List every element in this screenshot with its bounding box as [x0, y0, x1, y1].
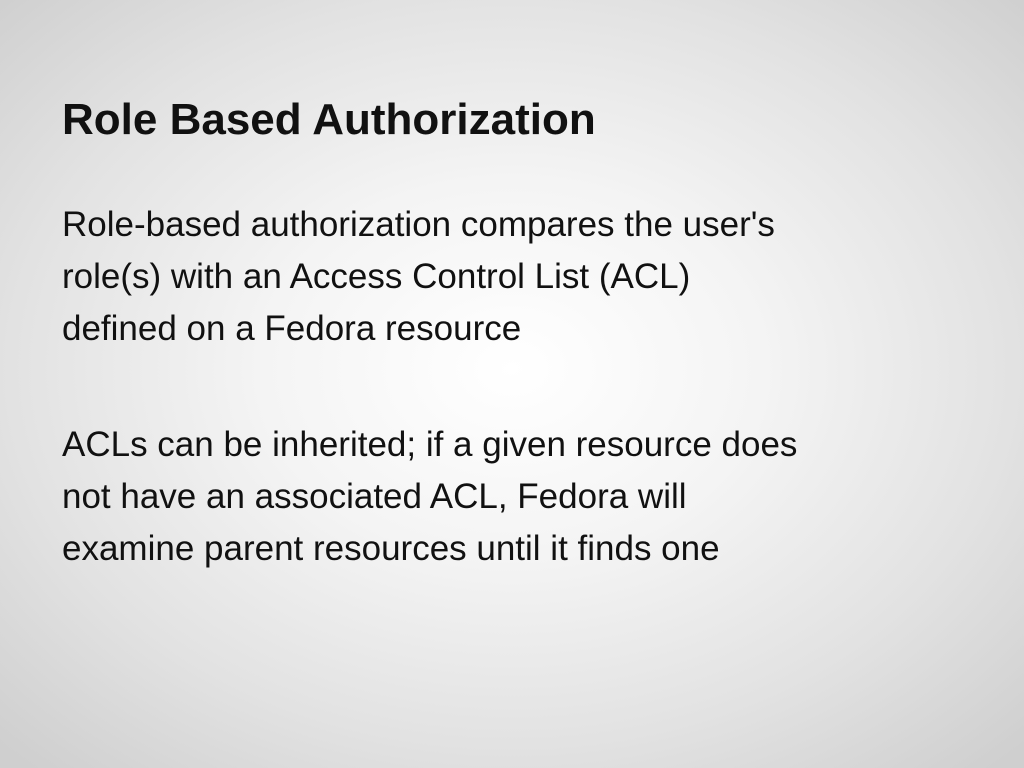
paragraph-line: examine parent resources until it finds one: [62, 529, 720, 568]
paragraph-acl-inheritance: [62, 419, 982, 575]
paragraph-line: defined on a Fedora resource: [62, 309, 522, 348]
paragraph-role-based-authorization: [62, 199, 982, 355]
slide-title: Role Based Authorization: [62, 95, 596, 144]
paragraph-line: ACLs can be inherited; if a given resource does: [62, 425, 798, 464]
paragraph-line: not have an associated ACL, Fedora will: [62, 477, 687, 516]
paragraph-line: Role-based authorization compares the user's: [62, 205, 775, 244]
paragraph-line: role(s) with an Access Control List (ACL): [62, 257, 691, 296]
